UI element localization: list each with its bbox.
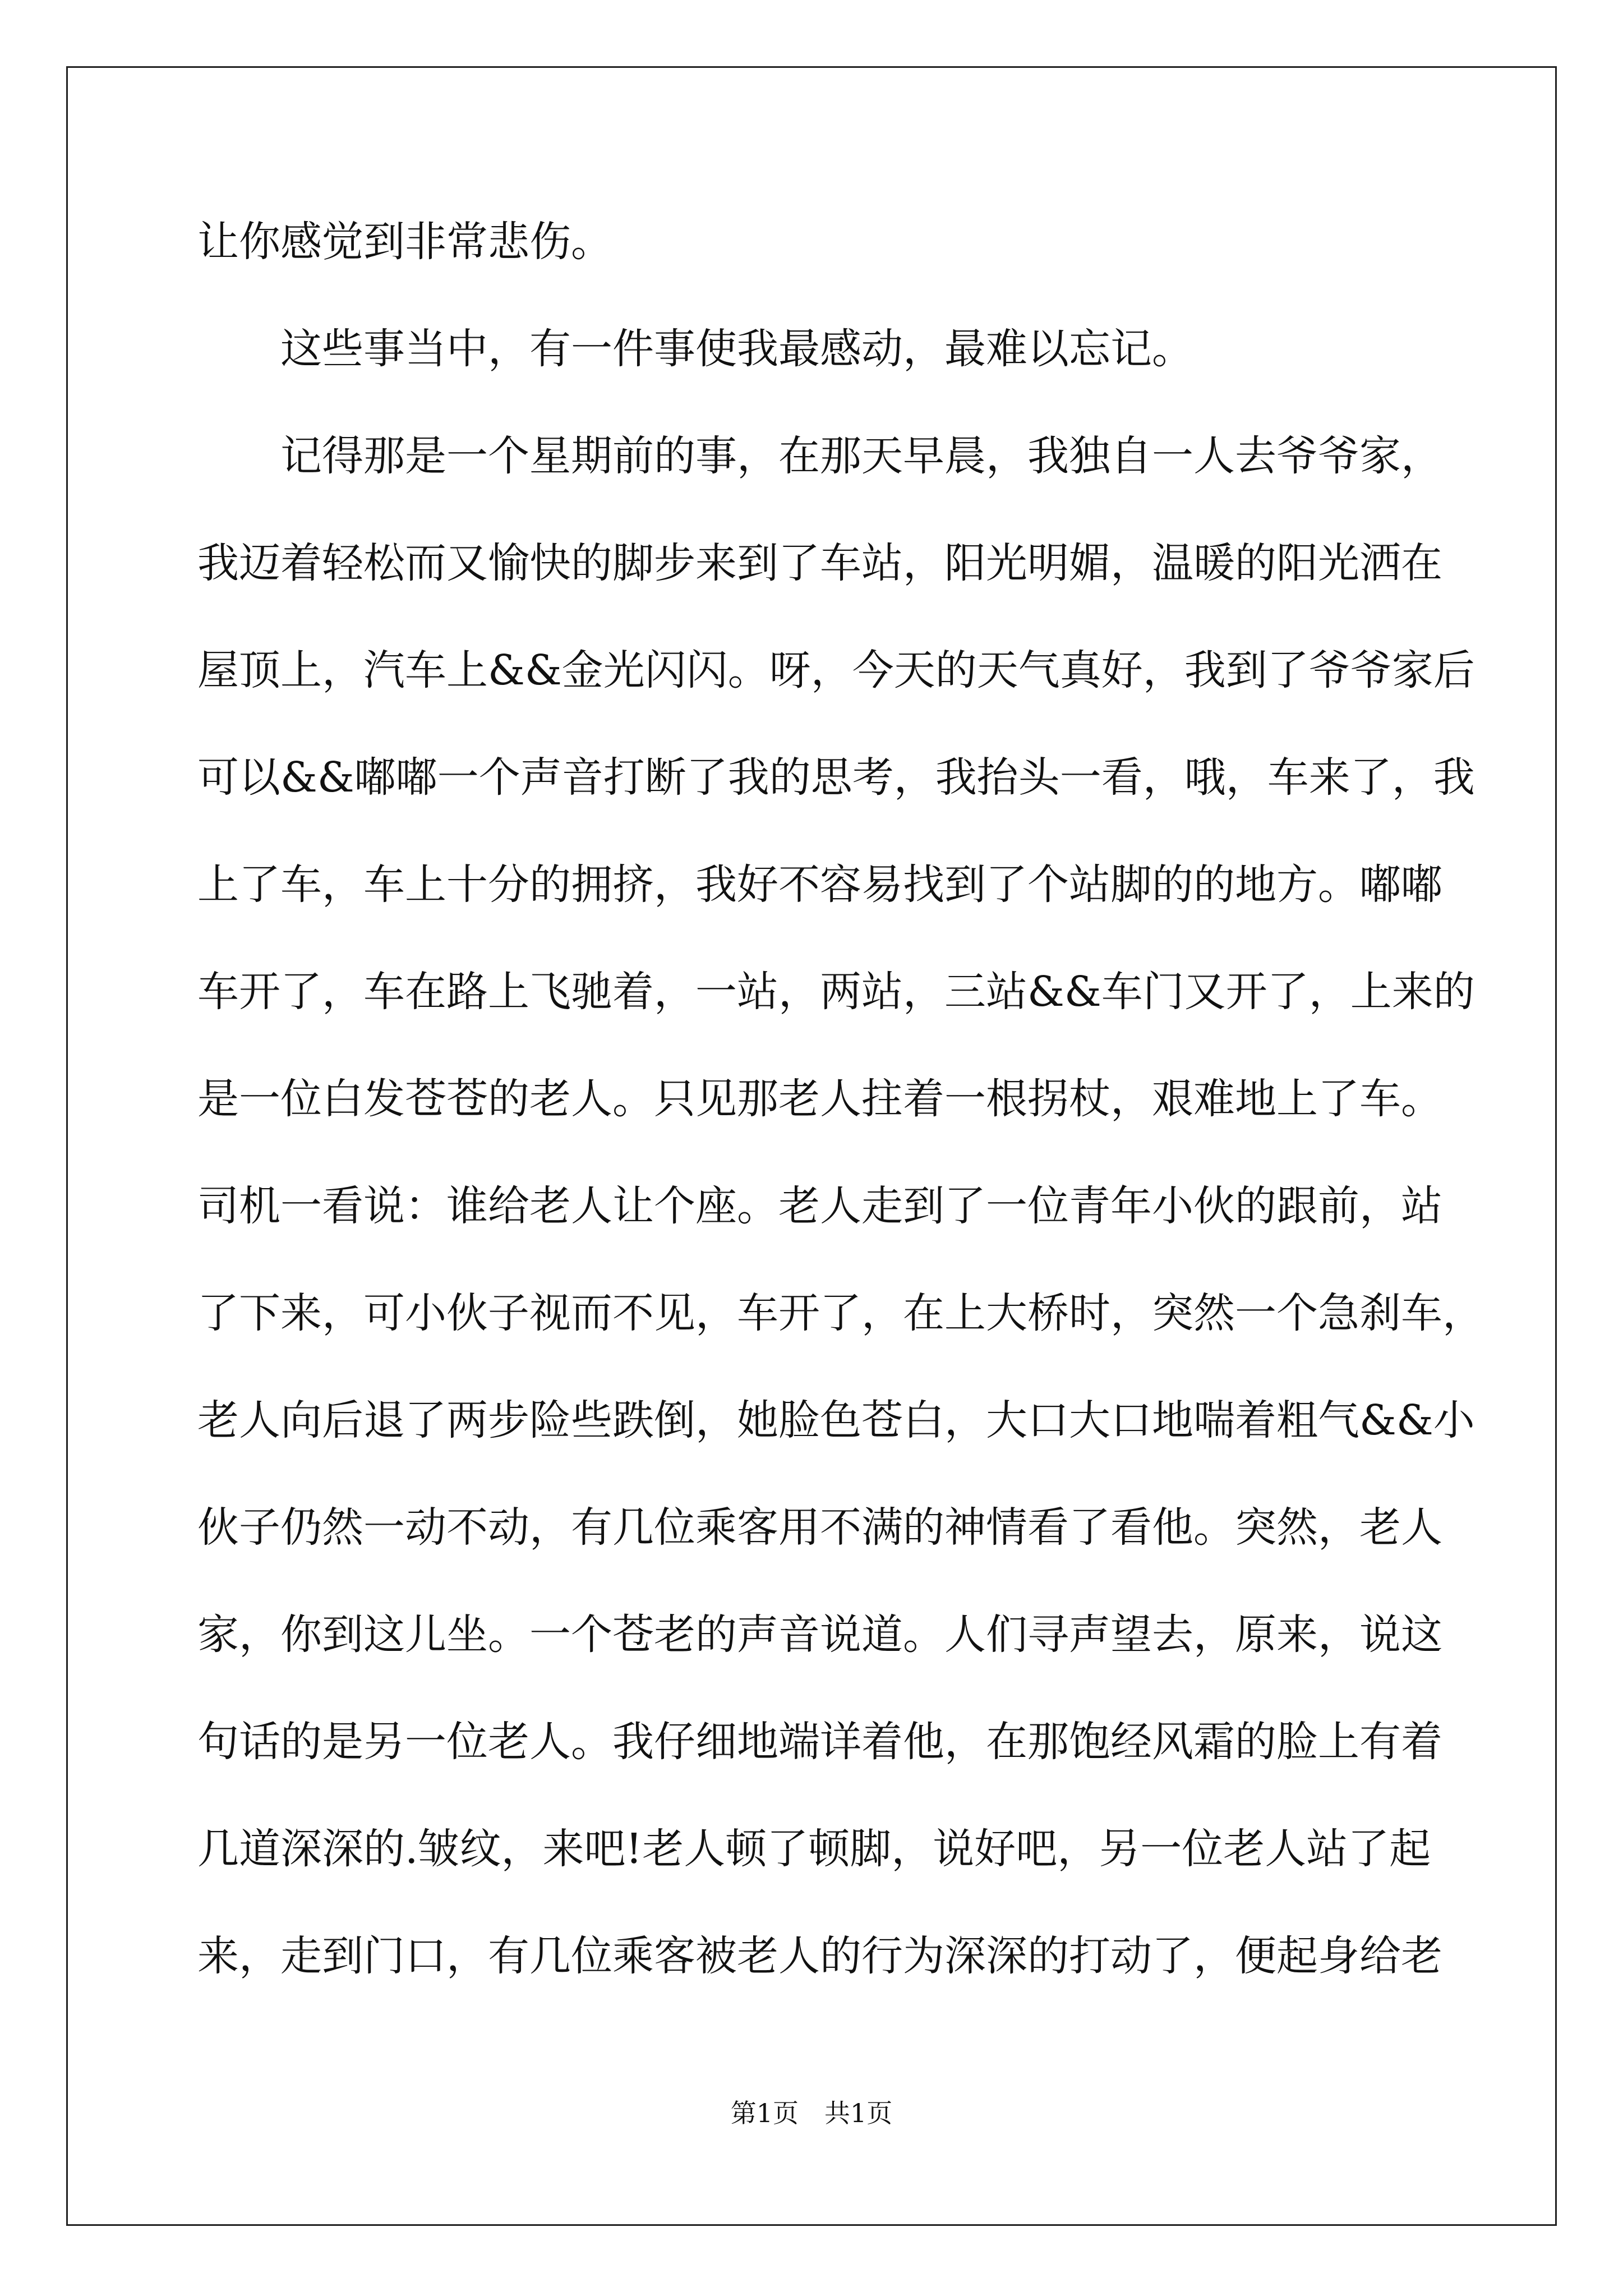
text-line: 车开了，车在路上飞驰着，一站，两站，三站&&车门又开了，上来的 [197,968,1475,1016]
text-line: 老人向后退了两步险些跌倒，她脸色苍白，大口大口地喘着粗气&&小 [197,1396,1475,1444]
text-line: 记得那是一个星期前的事，在那天早晨，我独自一人去爷爷家， [280,432,1442,480]
text-line: 几道深深的.皱纹，来吧!老人顿了顿脚，说好吧，另一位老人站了起 [197,1825,1431,1873]
text-line: 司机一看说：谁给老人让个座。老人走到了一位青年小伙的跟前，站 [197,1182,1442,1230]
text-line: 家，你到这儿坐。一个苍老的声音说道。人们寻声望去，原来，说这 [197,1611,1442,1659]
text-line: 上了车，车上十分的拥挤，我好不容易找到了个站脚的的地方。嘟嘟 [197,861,1442,909]
text-line: 我迈着轻松而又愉快的脚步来到了车站，阳光明媚，温暖的阳光洒在 [197,539,1442,587]
text-line: 屋顶上，汽车上&&金光闪闪。呀，今天的天气真好，我到了爷爷家后 [197,646,1475,694]
text-line: 了下来，可小伙子视而不见，车开了，在上大桥时，突然一个急刹车， [197,1289,1484,1337]
text-line: 句话的是另一位老人。我仔细地端详着他，在那饱经风霜的脸上有着 [197,1718,1442,1766]
text-line: 让你感觉到非常悲伤。 [197,218,612,266]
text-line: 是一位白发苍苍的老人。只见那老人拄着一根拐杖，艰难地上了车。 [197,1075,1442,1123]
page-total: 共1页 [824,2098,893,2128]
page-border [66,66,1557,2226]
text-line: 这些事当中，有一件事使我最感动，最难以忘记。 [280,325,1193,373]
text-line: 可以&&嘟嘟一个声音打断了我的思考，我抬头一看，哦，车来了，我 [197,753,1475,802]
text-line: 来，走到门口，有几位乘客被老人的行为深深的打动了，便起身给老 [197,1932,1442,1980]
page-number: 第1页 [730,2098,799,2128]
text-line: 伙子仍然一动不动，有几位乘客用不满的神情看了看他。突然，老人 [197,1503,1442,1552]
page-footer [0,2100,1623,2126]
